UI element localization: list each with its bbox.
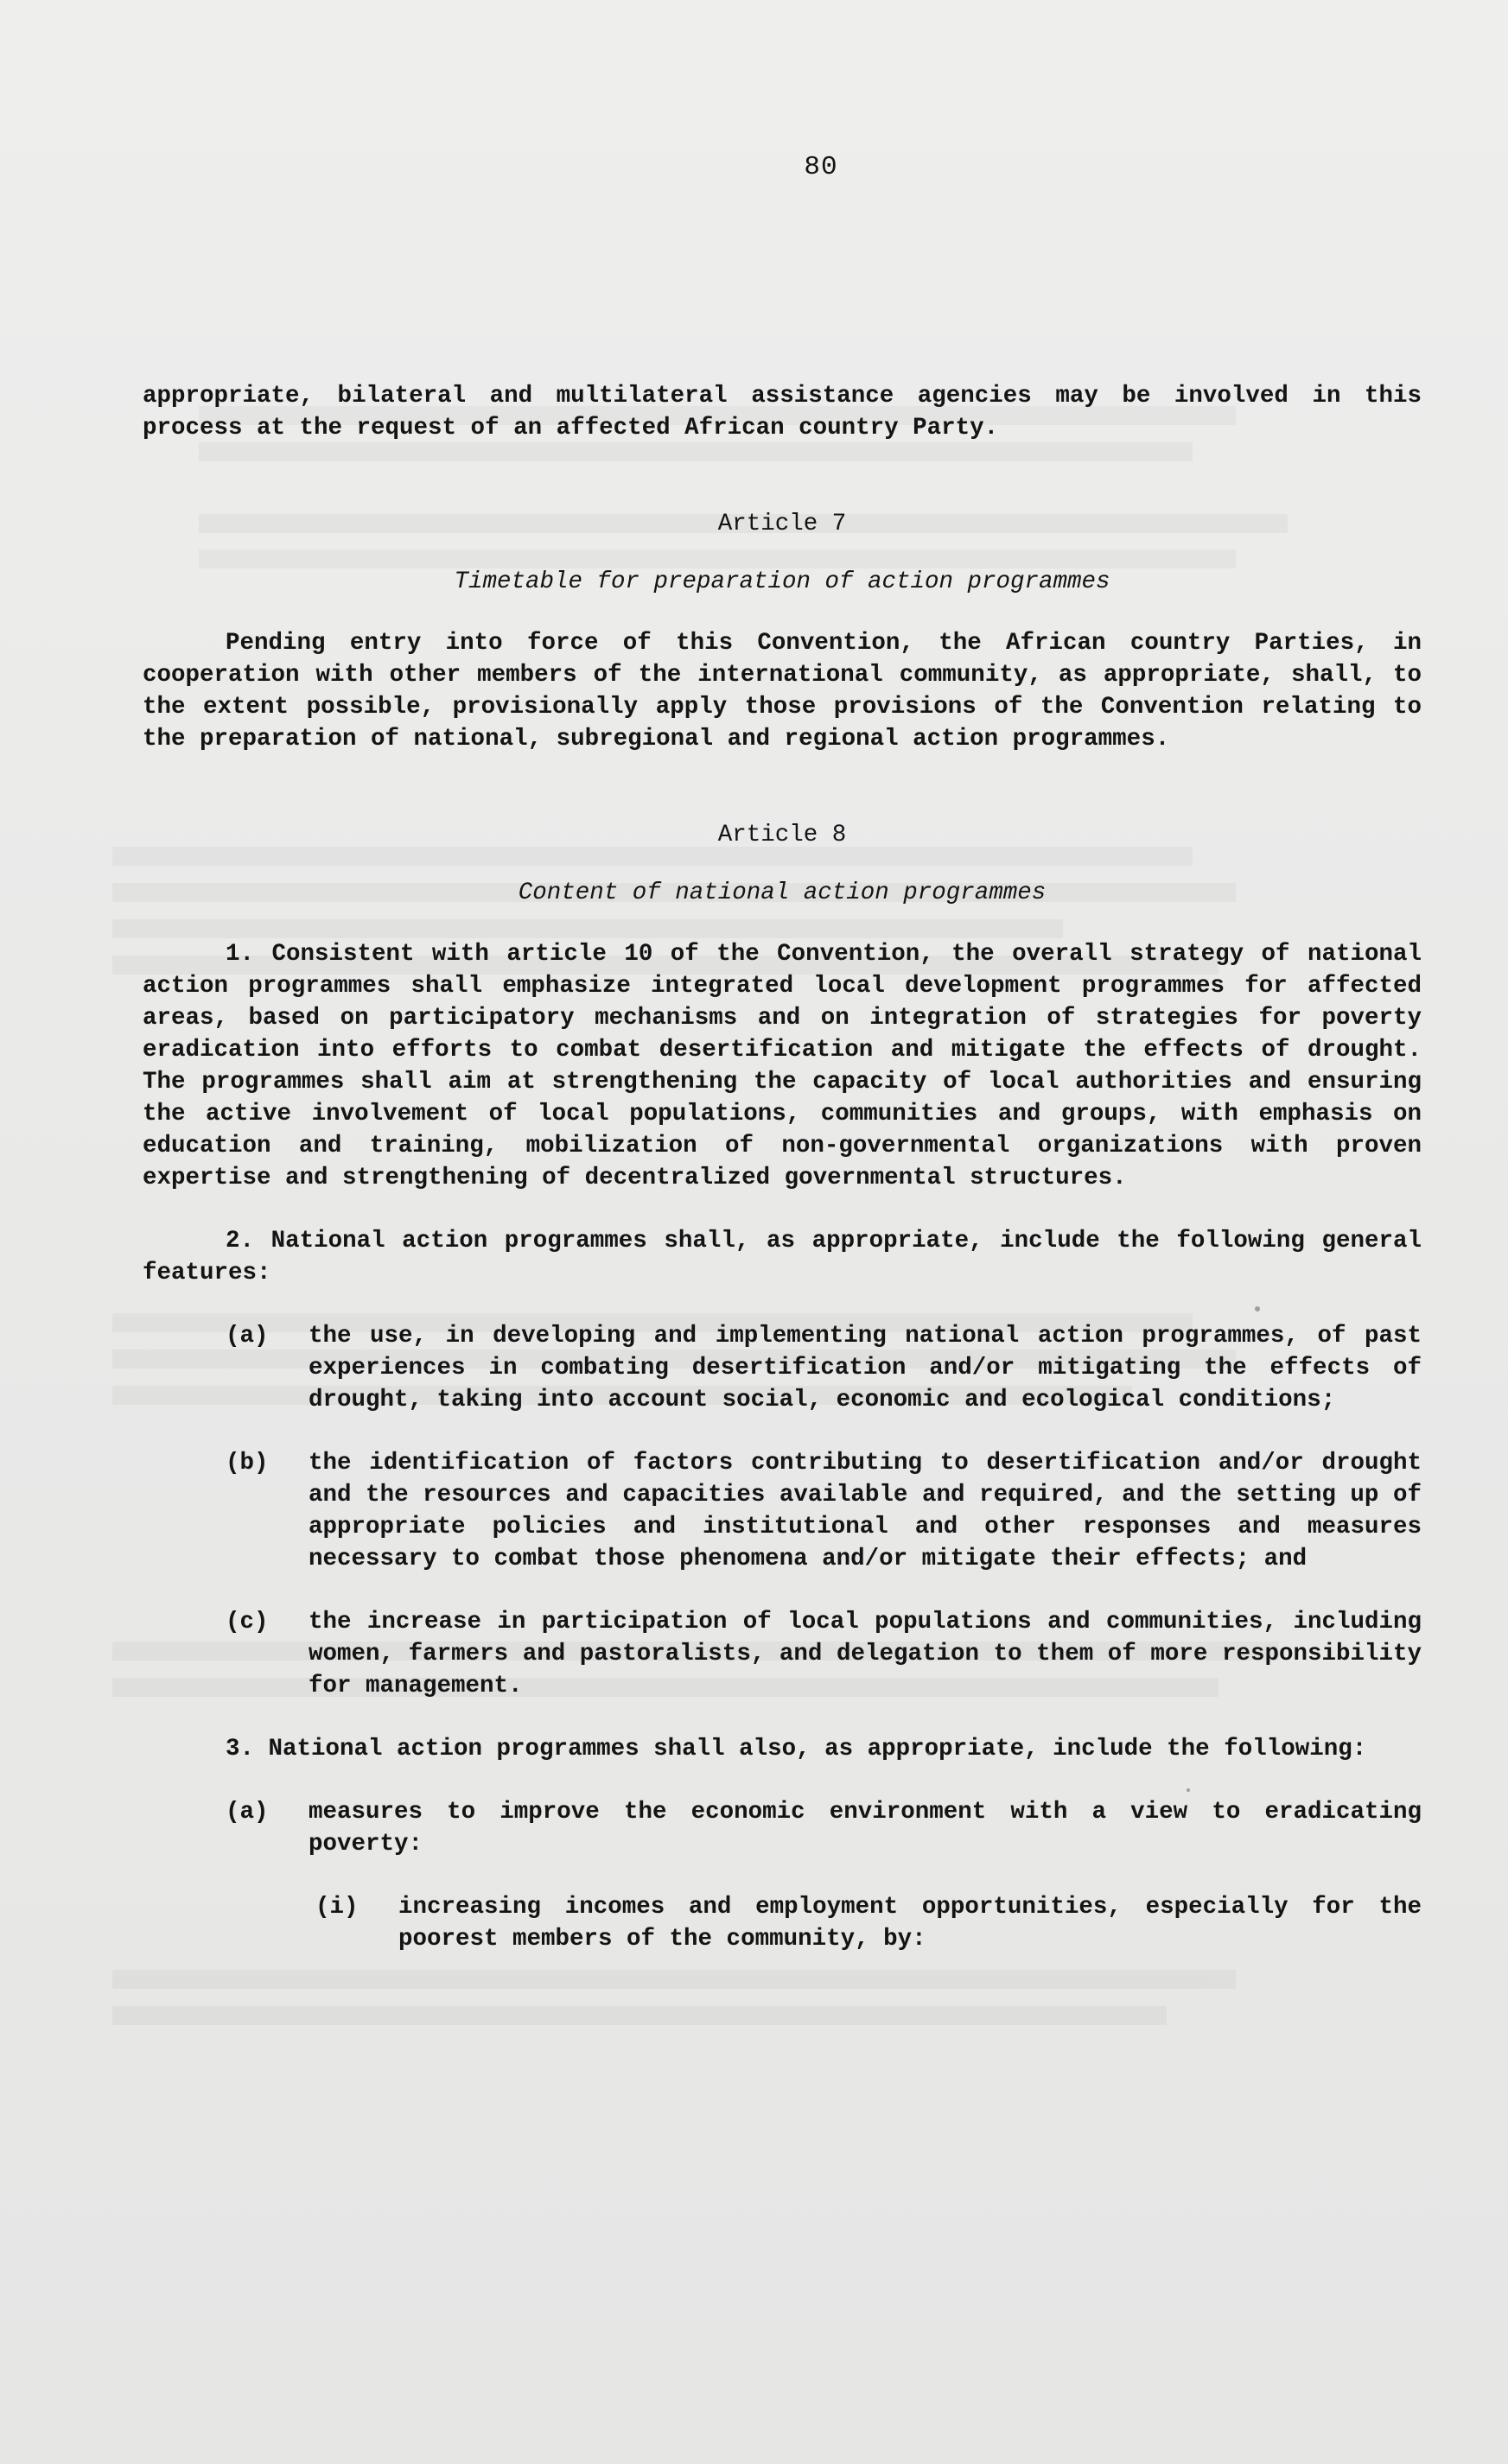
list-item-text: the use, in developing and implementing national action programmes, of past experiences in combating desertification and/or mitigating the effects of drought, taking into account social, economic and ecological conditions; — [309, 1323, 1422, 1413]
list-item-text: the identification of factors contributing to desertification and/or drought and the resources and capacities available and required, and the setting up of appropriate policies and institutional and other responses and measures necessary to combat those phenomena and/or mitigate their effects; and — [309, 1450, 1422, 1572]
sub-list-item-label: (i) — [315, 1894, 359, 1921]
intro-paragraph: appropriate, bilateral and multilateral assistance agencies may be involved in this process at the request of an affected African country Party. — [143, 383, 1422, 441]
article-7-subheading: Timetable for preparation of action programmes — [454, 568, 1110, 595]
article-8-paragraph-1: 1. Consistent with article 10 of the Convention, the overall strategy of national action programmes shall emphasize integrated local development programmes for affected areas, based on participatory mechanisms and on integration of strategies for poverty eradication into efforts to combat desertification and mitigate the effects of drought. The programmes shall aim at strengthening the capacity of local authorities and ensuring the active involvement of local populations, communities and groups, with emphasis on education and training, mobilization of non-governmental organizations with proven expertise and strengthening of decentralized governmental structures. — [143, 941, 1422, 1191]
list-item-text: measures to improve the economic environment with a view to eradicating poverty: — [309, 1799, 1422, 1858]
article-8-heading: Article 8 — [717, 822, 847, 848]
article-8-paragraph-3: 3. National action programmes shall also, as appropriate, include the following: — [226, 1736, 1367, 1762]
article-8-paragraph-2: 2. National action programmes shall, as appropriate, include the following general features: — [143, 1228, 1422, 1286]
list-item — [143, 1447, 1422, 1575]
document-body — [143, 380, 1422, 1955]
list-item-text: the increase in participation of local populations and communities, including women, farmers and pastoralists, and delegation to them of more responsibility for management. — [309, 1609, 1422, 1699]
sub-list-item-text: increasing incomes and employment opportunities, especially for the poorest members of the community, by: — [398, 1894, 1422, 1953]
list-item-label: (a) — [226, 1323, 269, 1349]
article-8-subheading: Content of national action programmes — [518, 880, 1047, 906]
list-item — [143, 1796, 1422, 1860]
list-item-label: (a) — [226, 1799, 269, 1826]
list-item — [143, 1320, 1422, 1416]
article-7-paragraph: Pending entry into force of this Convention, the African country Parties, in cooperation with other members of the international community, as appropriate, shall, to the extent possible, provisionally apply those provisions of the Convention relating to the preparation of national, subregional and regional action programmes. — [143, 630, 1422, 753]
page-number: 80 — [804, 152, 838, 182]
list-item-label: (b) — [226, 1450, 269, 1476]
list-item-label: (c) — [226, 1609, 269, 1635]
article-7-heading: Article 7 — [717, 511, 847, 537]
list-item — [143, 1606, 1422, 1702]
sub-list-item — [143, 1891, 1422, 1955]
